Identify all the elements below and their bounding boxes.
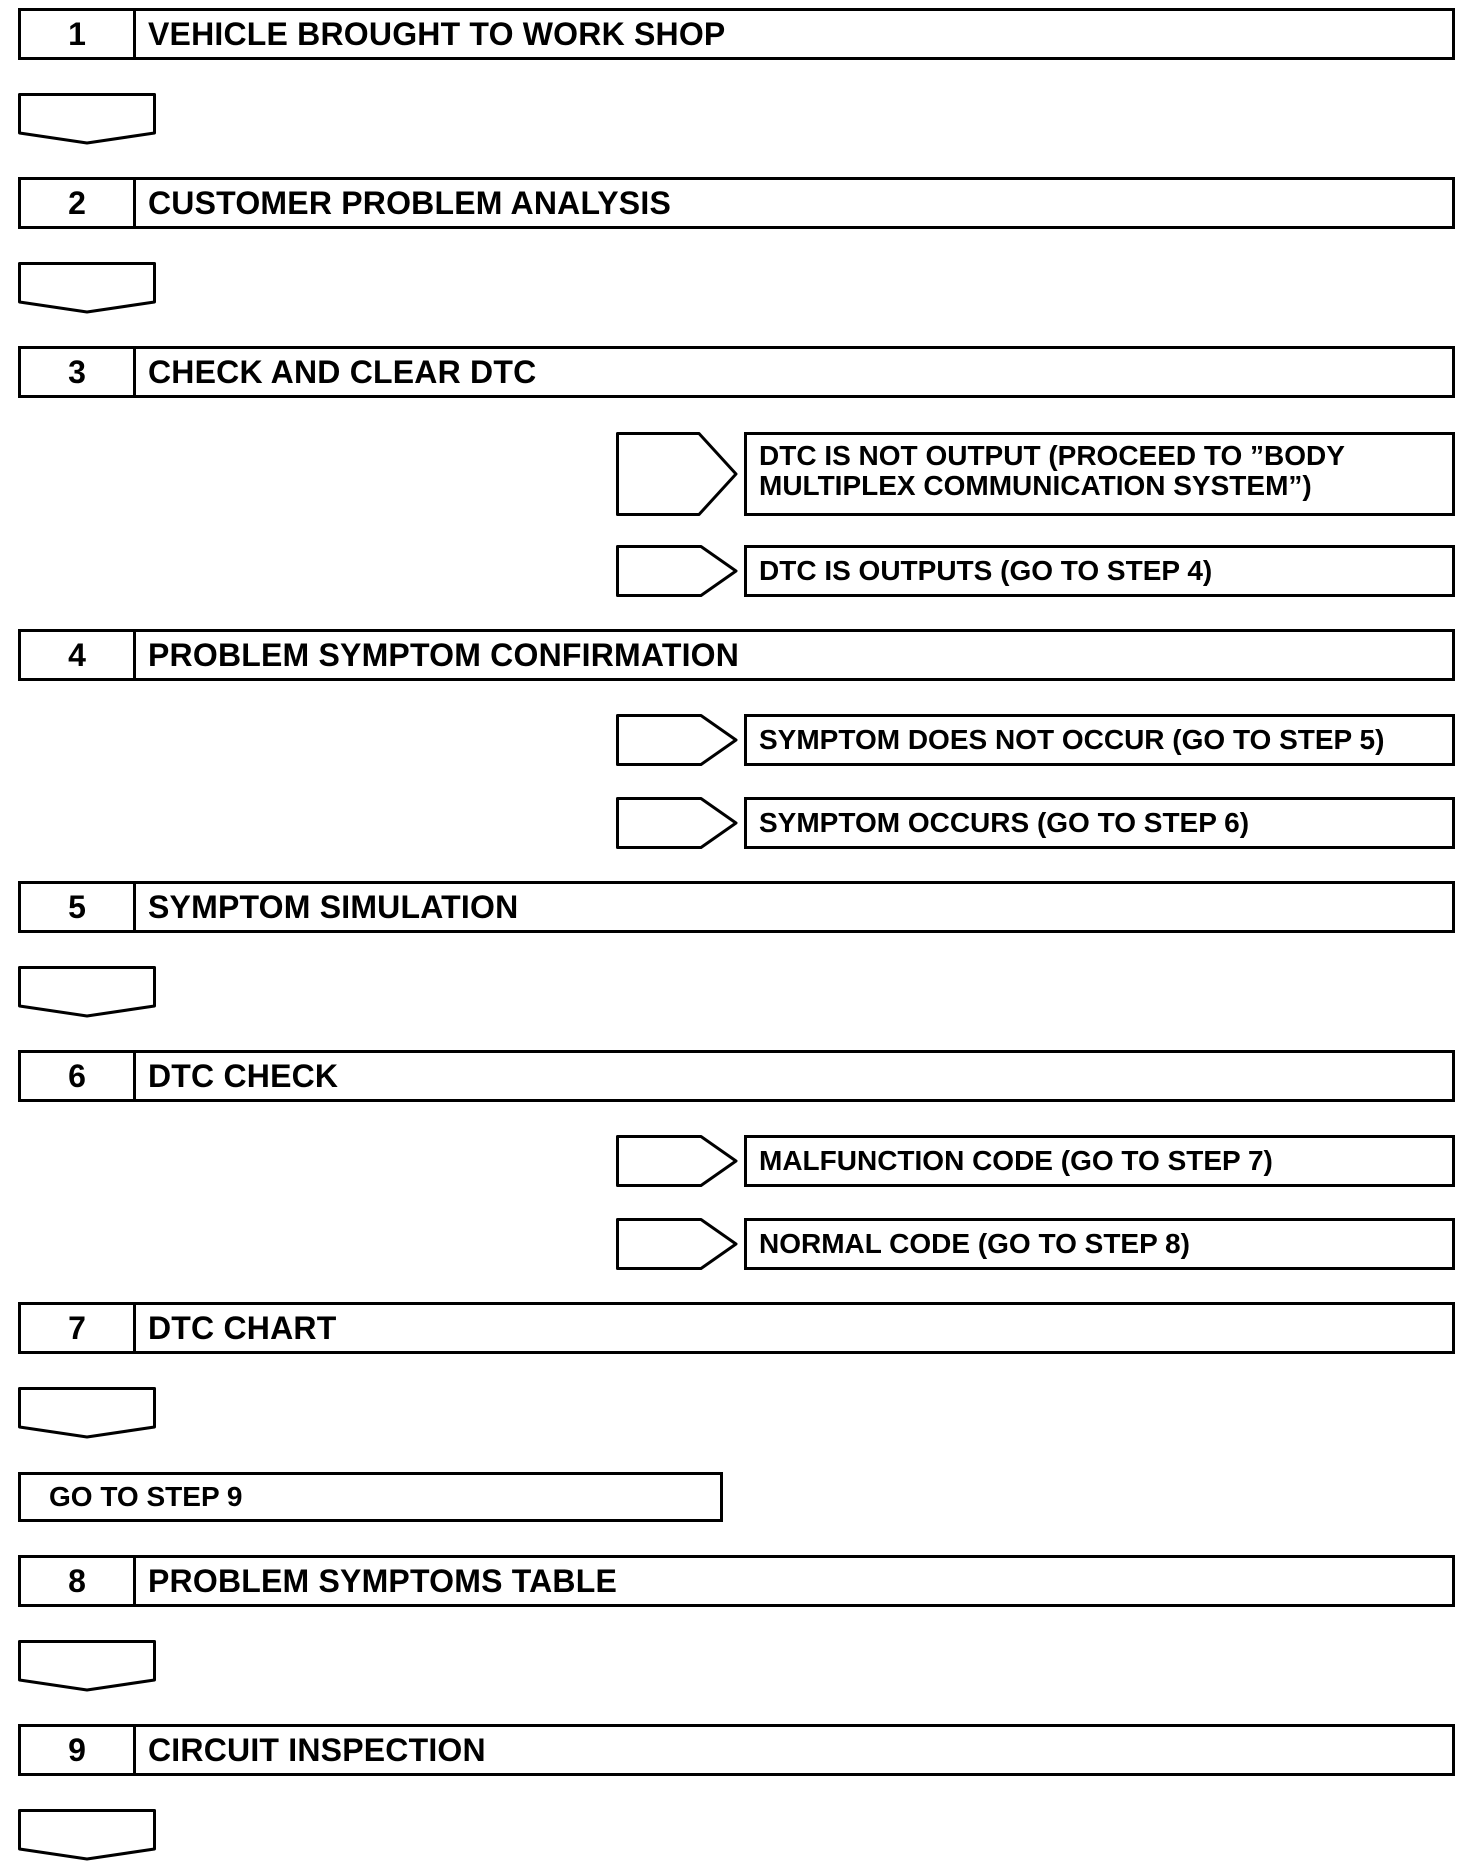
down-arrow-icon	[18, 1809, 156, 1861]
step-label: CHECK AND CLEAR DTC	[148, 353, 537, 390]
step-number: 6	[21, 1053, 136, 1099]
result-text: MALFUNCTION CODE (GO TO STEP 7)	[759, 1145, 1273, 1176]
right-arrow-icon	[616, 545, 738, 597]
step-label: DTC CHART	[148, 1309, 337, 1346]
step-number: 2	[21, 180, 136, 226]
note-text: GO TO STEP 9	[49, 1481, 243, 1512]
right-arrow-icon	[616, 1135, 738, 1187]
down-arrow-icon	[18, 93, 156, 145]
result-line: DTC IS NOT OUTPUT (PROCEED TO ”BODY	[759, 440, 1345, 471]
step-4-box	[18, 629, 1455, 681]
step-5-box	[18, 881, 1455, 933]
step-number: 8	[21, 1558, 136, 1604]
result-box	[744, 432, 1455, 516]
result-box	[744, 1218, 1455, 1270]
right-arrow-icon	[616, 1218, 738, 1270]
step-6-box	[18, 1050, 1455, 1102]
right-arrow-icon	[616, 714, 738, 766]
right-arrow-icon	[616, 432, 738, 516]
result-box	[744, 1135, 1455, 1187]
step-number: 1	[21, 11, 136, 57]
result-text	[759, 441, 1345, 501]
result-box	[744, 714, 1455, 766]
step-2-box	[18, 177, 1455, 229]
step-label: PROBLEM SYMPTOMS TABLE	[148, 1562, 618, 1599]
down-arrow-icon	[18, 966, 156, 1018]
step-number: 7	[21, 1305, 136, 1351]
step-label: CIRCUIT INSPECTION	[148, 1731, 486, 1768]
down-arrow-icon	[18, 262, 156, 314]
result-text: NORMAL CODE (GO TO STEP 8)	[759, 1228, 1190, 1259]
step-label: SYMPTOM SIMULATION	[148, 888, 519, 925]
step-label: CUSTOMER PROBLEM ANALYSIS	[148, 184, 671, 221]
go-to-step-note	[18, 1472, 723, 1522]
step-number: 5	[21, 884, 136, 930]
step-number: 3	[21, 349, 136, 395]
step-label: VEHICLE BROUGHT TO WORK SHOP	[148, 15, 726, 52]
step-3-box	[18, 346, 1455, 398]
step-number: 4	[21, 632, 136, 678]
down-arrow-icon	[18, 1640, 156, 1692]
result-line: MULTIPLEX COMMUNICATION SYSTEM”)	[759, 470, 1312, 501]
right-arrow-icon	[616, 797, 738, 849]
step-7-box	[18, 1302, 1455, 1354]
step-label: PROBLEM SYMPTOM CONFIRMATION	[148, 636, 740, 673]
step-8-box	[18, 1555, 1455, 1607]
result-box	[744, 545, 1455, 597]
result-text: SYMPTOM OCCURS (GO TO STEP 6)	[759, 807, 1250, 838]
result-text: DTC IS OUTPUTS (GO TO STEP 4)	[759, 555, 1213, 586]
step-1-box	[18, 8, 1455, 60]
result-box	[744, 797, 1455, 849]
result-text: SYMPTOM DOES NOT OCCUR (GO TO STEP 5)	[759, 724, 1385, 755]
step-label: DTC CHECK	[148, 1057, 339, 1094]
down-arrow-icon	[18, 1387, 156, 1439]
step-9-box	[18, 1724, 1455, 1776]
step-number: 9	[21, 1727, 136, 1773]
